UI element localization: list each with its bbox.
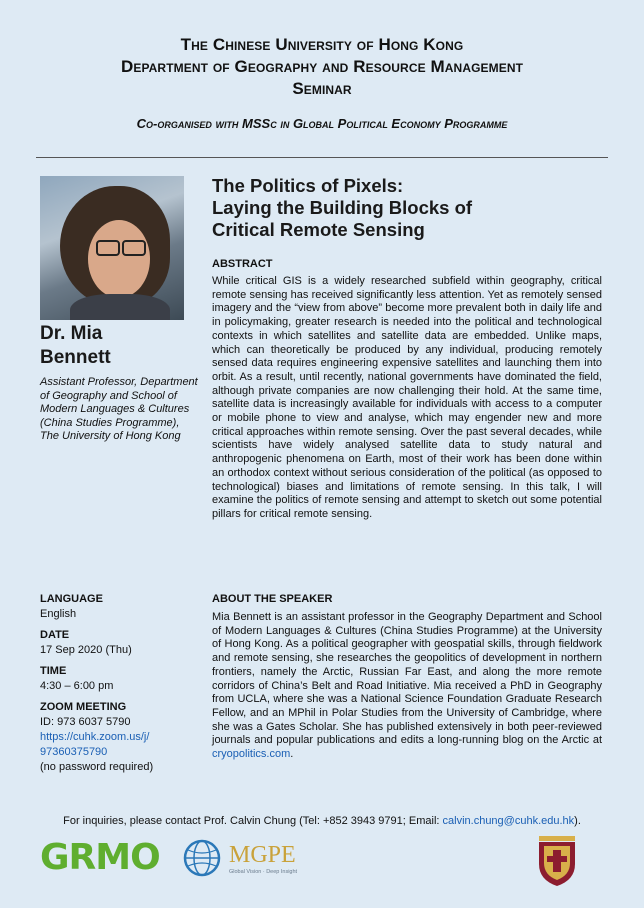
mgpe-globe-icon [182,838,222,878]
speaker-role: Assistant Professor, Department of Geography and School of Modern Languages & Cultures (China Studies Programme), The University of Hong Kong [40,376,198,443]
blog-link[interactable]: cryopolitics.com [212,748,291,761]
date-label: DATE [40,629,70,641]
about-speaker-heading: ABOUT THE SPEAKER [212,593,333,605]
zoom-id: ID: 973 6037 5790 [40,716,131,728]
header-divider [36,157,608,158]
event-type: Seminar [292,79,352,98]
date-value: 17 Sep 2020 (Thu) [40,644,132,656]
about-speaker-text: Mia Bennett is an assistant professor in the Geography Department and School of Modern Languages & Cultures (China Studies Programme) at the University of Hong Kong. As a political geographer with geospatial skills, through fieldwork and remote sensing, she researches the geopolitics of development in northern frontiers, namely the Arctic, Russian Far East, and along the more remote corridors of China’s Belt and Road Initiative. Mia received a PhD in Geography from UCLA, where she was a National Science Foundation Graduate Research Fellow, and an MPhil in Polar Studies from the University of Cambridge, where she was a Gates Scholar. She has published extensively in both peer-reviewed journals and popular publications and edits a long-running blog on the Arctic at cryopolitics.com. [212,611,602,761]
language-label: LANGUAGE [40,593,103,605]
language-value: English [40,608,77,620]
mgpe-logo-text: MGPE [229,842,296,868]
event-info [40,592,210,775]
time-label: TIME [40,665,67,677]
cuhk-crest-icon [535,836,579,888]
speaker-photo [40,176,184,320]
header [0,34,644,131]
coorganised-line: Co-organised with MSSc in Global Political Economy Programme [136,116,508,131]
zoom-password-note: (no password required) [40,761,154,773]
talk-title: The Politics of Pixels: Laying the Building Blocks of Critical Remote Sensing [212,175,473,240]
abstract-heading: ABSTRACT [212,258,273,270]
mgpe-tagline: Global Vision · Deep Insight [229,869,298,875]
university-name: The Chinese University of Hong Kong [180,35,464,54]
time-value: 4:30 – 6:00 pm [40,680,114,692]
zoom-link-line2[interactable]: 97360375790 [40,746,108,758]
speaker-name: Dr. Mia Bennett [40,323,111,368]
department-name: Department of Geography and Resource Management [120,57,524,76]
contact-email-link[interactable]: calvin.chung@cuhk.edu.hk [442,815,575,827]
inquiry-footer: For inquiries, please contact Prof. Calvin Chung (Tel: +852 3943 9791; Email: calvin.chung@cuhk.edu.hk). [63,815,581,827]
grmo-logo: GRMO [40,837,160,878]
zoom-link-line1[interactable]: https://cuhk.zoom.us/j/ [40,731,150,743]
zoom-label: ZOOM MEETING [40,701,127,713]
abstract-text: While critical GIS is a widely researched subfield within geography, critical remote sensing has received significantly less attention. Yet as remotely sensed imagery and the “view from above” become more prevalent both in daily life and in policymaking, greater research is needed into the political and technological contexts in which satellites and satellite data are embedded. Unlike maps, which can theoretically be produced by any individual, producing remotely sensed data requires engineering expensive satellites and launching them into orbit. As a result, until recently, national governments have dominated the field, although private companies are now challenging their hold. At the same time, satellite data is increasingly available for individuals with access to a computer or mobile phone to view and analyse, which may engender new and more critical approaches within remote sensing. Over the past several decades, while scientists have widely analysed satellite data to study natural and anthropogenic phenomena on Earth, most of their work has been done within an orthodox context without serious consideration of the political (as opposed to technological) biases and limitations of remote sensing. In this talk, I will examine the politics of remote sensing and attempt to sketch out some potential pillars for critical remote sensing. [212,275,602,520]
